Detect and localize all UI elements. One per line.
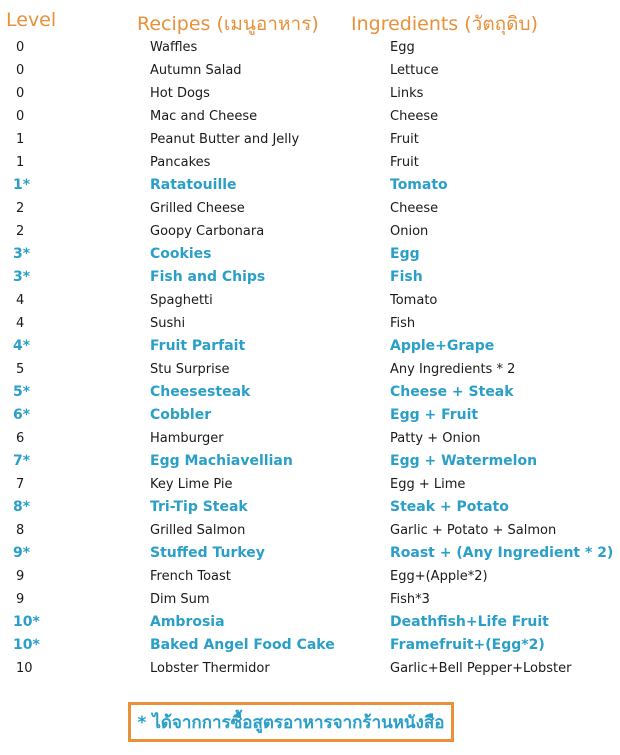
recipe-cell: Stu Surprise bbox=[150, 362, 230, 377]
ingredient-cell: Tomato bbox=[390, 293, 438, 308]
level-cell: 10* bbox=[13, 637, 40, 653]
level-cell: 8* bbox=[13, 499, 31, 515]
table-row bbox=[0, 359, 620, 382]
table-row bbox=[0, 497, 620, 520]
recipe-cell: Fruit Parfait bbox=[150, 338, 246, 354]
recipe-cell: Stuffed Turkey bbox=[150, 545, 265, 561]
ingredient-cell: Egg + Watermelon bbox=[390, 453, 538, 469]
recipe-cell: Goopy Carbonara bbox=[150, 224, 265, 239]
table-row bbox=[0, 106, 620, 129]
recipe-cell: Spaghetti bbox=[150, 293, 213, 308]
footnote-text: * ได้จากการซื้อสูตรอาหารจากร้านหนังสือ bbox=[137, 712, 445, 733]
level-cell: 2 bbox=[16, 224, 25, 239]
level-cell: 0 bbox=[16, 63, 25, 78]
table-row bbox=[0, 244, 620, 267]
ingredient-cell: Cheese + Steak bbox=[390, 384, 514, 400]
recipe-cell: Waffles bbox=[150, 40, 198, 55]
ingredient-cell: Egg + Fruit bbox=[390, 407, 479, 423]
table-row bbox=[0, 405, 620, 428]
ingredient-cell: Egg bbox=[390, 40, 415, 55]
recipe-cell: Ambrosia bbox=[150, 614, 225, 630]
table-row bbox=[0, 382, 620, 405]
footnote-box bbox=[128, 702, 454, 742]
level-cell: 1* bbox=[13, 177, 31, 193]
recipe-cell: Key Lime Pie bbox=[150, 477, 233, 492]
table-row bbox=[0, 474, 620, 497]
ingredient-cell: Framefruit+(Egg*2) bbox=[390, 637, 545, 653]
recipe-cell: Tri-Tip Steak bbox=[150, 499, 248, 515]
ingredient-cell: Garlic + Potato + Salmon bbox=[390, 523, 557, 538]
level-cell: 7 bbox=[16, 477, 25, 492]
ingredient-cell: Egg bbox=[390, 246, 420, 262]
table-row bbox=[0, 658, 620, 681]
ingredient-cell: Fish bbox=[390, 269, 423, 285]
recipe-cell: Peanut Butter and Jelly bbox=[150, 132, 300, 147]
recipe-cell: Sushi bbox=[150, 316, 186, 331]
ingredient-cell: Cheese bbox=[390, 109, 439, 124]
table-row bbox=[0, 83, 620, 106]
recipe-cell: Lobster Thermidor bbox=[150, 661, 270, 676]
level-cell: 0 bbox=[16, 109, 25, 124]
level-cell: 6* bbox=[13, 407, 31, 423]
recipe-cell: Cobbler bbox=[150, 407, 212, 423]
level-cell: 4 bbox=[16, 316, 25, 331]
recipes-column-header: Recipes (เมนูอาหาร) bbox=[137, 13, 319, 35]
recipe-cell: Ratatouille bbox=[150, 177, 237, 193]
recipe-cell: Cookies bbox=[150, 246, 212, 262]
table-row bbox=[0, 543, 620, 566]
recipe-cell: Baked Angel Food Cake bbox=[150, 637, 335, 653]
recipe-cell: Hot Dogs bbox=[150, 86, 210, 101]
ingredient-cell: Fruit bbox=[390, 132, 419, 147]
recipe-cell: Cheesesteak bbox=[150, 384, 251, 400]
recipe-cell: Hamburger bbox=[150, 431, 224, 446]
level-cell: 1 bbox=[16, 155, 25, 170]
level-column-header: Level bbox=[6, 9, 57, 31]
level-cell: 9* bbox=[13, 545, 31, 561]
ingredient-cell: Steak + Potato bbox=[390, 499, 509, 515]
ingredient-cell: Egg+(Apple*2) bbox=[390, 569, 488, 584]
ingredient-cell: Roast + (Any Ingredient * 2) bbox=[390, 545, 614, 561]
table-row bbox=[0, 221, 620, 244]
ingredient-cell: Apple+Grape bbox=[390, 338, 495, 354]
level-cell: 10 bbox=[16, 661, 33, 676]
ingredient-cell: Fish bbox=[390, 316, 416, 331]
table-row bbox=[0, 267, 620, 290]
level-cell: 3* bbox=[13, 246, 31, 262]
ingredient-cell: Any Ingredients * 2 bbox=[390, 362, 516, 377]
level-cell: 2 bbox=[16, 201, 25, 216]
recipe-cell: Dim Sum bbox=[150, 592, 210, 607]
table-row bbox=[0, 336, 620, 359]
ingredient-cell: Patty + Onion bbox=[390, 431, 481, 446]
ingredient-cell: Onion bbox=[390, 224, 429, 239]
ingredient-cell: Deathfish+Life Fruit bbox=[390, 614, 549, 630]
ingredient-cell: Fruit bbox=[390, 155, 419, 170]
table-row bbox=[0, 566, 620, 589]
level-cell: 5 bbox=[16, 362, 25, 377]
ingredient-cell: Links bbox=[390, 86, 424, 101]
recipe-cell: Pancakes bbox=[150, 155, 211, 170]
recipe-cell: French Toast bbox=[150, 569, 231, 584]
ingredient-cell: Garlic+Bell Pepper+Lobster bbox=[390, 661, 572, 676]
table-row bbox=[0, 290, 620, 313]
table-row bbox=[0, 451, 620, 474]
table-row bbox=[0, 152, 620, 175]
table-row bbox=[0, 635, 620, 658]
table-row bbox=[0, 313, 620, 336]
level-cell: 6 bbox=[16, 431, 25, 446]
table-row bbox=[0, 589, 620, 612]
ingredient-cell: Egg + Lime bbox=[390, 477, 466, 492]
level-cell: 0 bbox=[16, 86, 25, 101]
level-cell: 10* bbox=[13, 614, 40, 630]
ingredient-cell: Lettuce bbox=[390, 63, 439, 78]
level-cell: 9 bbox=[16, 569, 25, 584]
ingredients-column-header: Ingredients (วัตถุดิบ) bbox=[351, 13, 538, 35]
level-cell: 1 bbox=[16, 132, 25, 147]
level-cell: 7* bbox=[13, 453, 31, 469]
level-cell: 9 bbox=[16, 592, 25, 607]
table-row bbox=[0, 612, 620, 635]
recipe-cell: Grilled Cheese bbox=[150, 201, 245, 216]
level-cell: 4* bbox=[13, 338, 31, 354]
recipe-cell: Autumn Salad bbox=[150, 63, 242, 78]
recipe-cell: Grilled Salmon bbox=[150, 523, 246, 538]
recipe-cell: Egg Machiavellian bbox=[150, 453, 293, 469]
recipe-table bbox=[0, 37, 620, 681]
table-row bbox=[0, 37, 620, 60]
table-row bbox=[0, 129, 620, 152]
recipe-cell: Fish and Chips bbox=[150, 269, 266, 285]
table-row bbox=[0, 520, 620, 543]
ingredient-cell: Tomato bbox=[390, 177, 448, 193]
ingredient-cell: Cheese bbox=[390, 201, 439, 216]
table-row bbox=[0, 60, 620, 83]
level-cell: 3* bbox=[13, 269, 31, 285]
ingredient-cell: Fish*3 bbox=[390, 592, 430, 607]
level-cell: 0 bbox=[16, 40, 25, 55]
level-cell: 4 bbox=[16, 293, 25, 308]
table-row bbox=[0, 175, 620, 198]
recipe-cell: Mac and Cheese bbox=[150, 109, 258, 124]
level-cell: 5* bbox=[13, 384, 31, 400]
table-row bbox=[0, 428, 620, 451]
table-row bbox=[0, 198, 620, 221]
level-cell: 8 bbox=[16, 523, 25, 538]
